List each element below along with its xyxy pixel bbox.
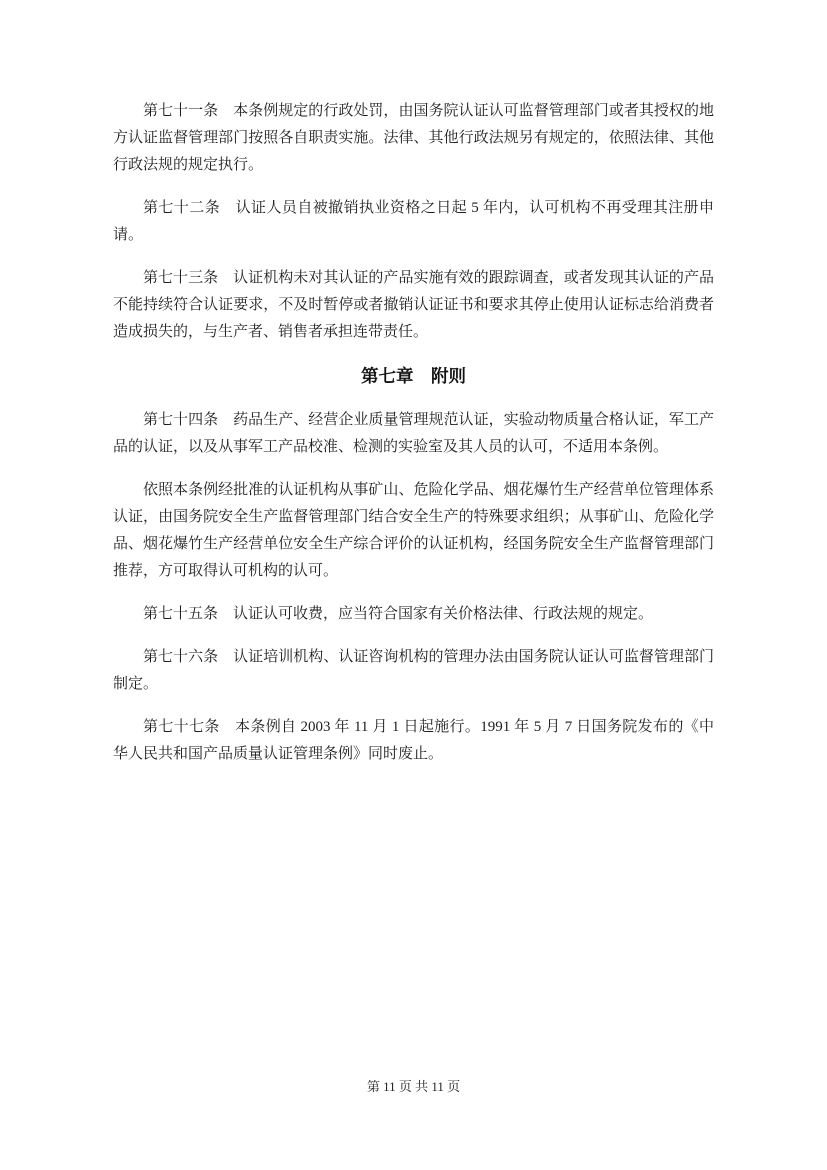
article-72-paragraph: 第七十二条 认证人员自被撤销执业资格之日起 5 年内，认可机构不再受理其注册申请。: [113, 200, 714, 243]
article-77-paragraph: 第七十七条 本条例自 2003 年 11 月 1 日起施行。1991 年 5 月 7 日国务院发布的《中华人民共和国产品质量认证管理条例》同时废止。: [113, 719, 714, 762]
article-71-paragraph: 第七十一条 本条例规定的行政处罚，由国务院认证认可监督管理部门或者其授权的地方认证监督管理部门按照各自职责实施。法律、其他行政法规另有规定的，依照法律、其他行政法规的规定执行。: [113, 103, 714, 173]
article-73-paragraph: 第七十三条 认证机构未对其认证的产品实施有效的跟踪调查，或者发现其认证的产品不能持续符合认证要求，不及时暂停或者撤销认证证书和要求其停止使用认证标志给消费者造成损失的，与生产者、销售者承担连带责任。: [113, 270, 714, 340]
article-74-paragraph: 第七十四条 药品生产、经营企业质量管理规范认证，实验动物质量合格认证，军工产品的认证，以及从事军工产品校准、检测的实验室及其人员的认可，不适用本条例。: [113, 412, 714, 455]
article-76-paragraph: 第七十六条 认证培训机构、认证咨询机构的管理办法由国务院认证认可监督管理部门制定。: [113, 649, 714, 692]
article-74-paragraph-2: 依照本条例经批准的认证机构从事矿山、危险化学品、烟花爆竹生产经营单位管理体系认证，由国务院安全生产监督管理部门结合安全生产的特殊要求组织；从事矿山、危险化学品、烟花爆竹生产经营单位安全生产综合评价的认证机构，经国务院安全生产监督管理部门推荐，方可取得认可机构的认可。: [113, 482, 714, 579]
document-body: [113, 98, 714, 784]
article-75-paragraph: 第七十五条 认证认可收费，应当符合国家有关价格法律、行政法规的规定。: [143, 606, 654, 622]
chapter-7-heading: 第七章 附则: [361, 366, 466, 386]
page-number-footer: 第 11 页 共 11 页: [366, 1079, 461, 1094]
